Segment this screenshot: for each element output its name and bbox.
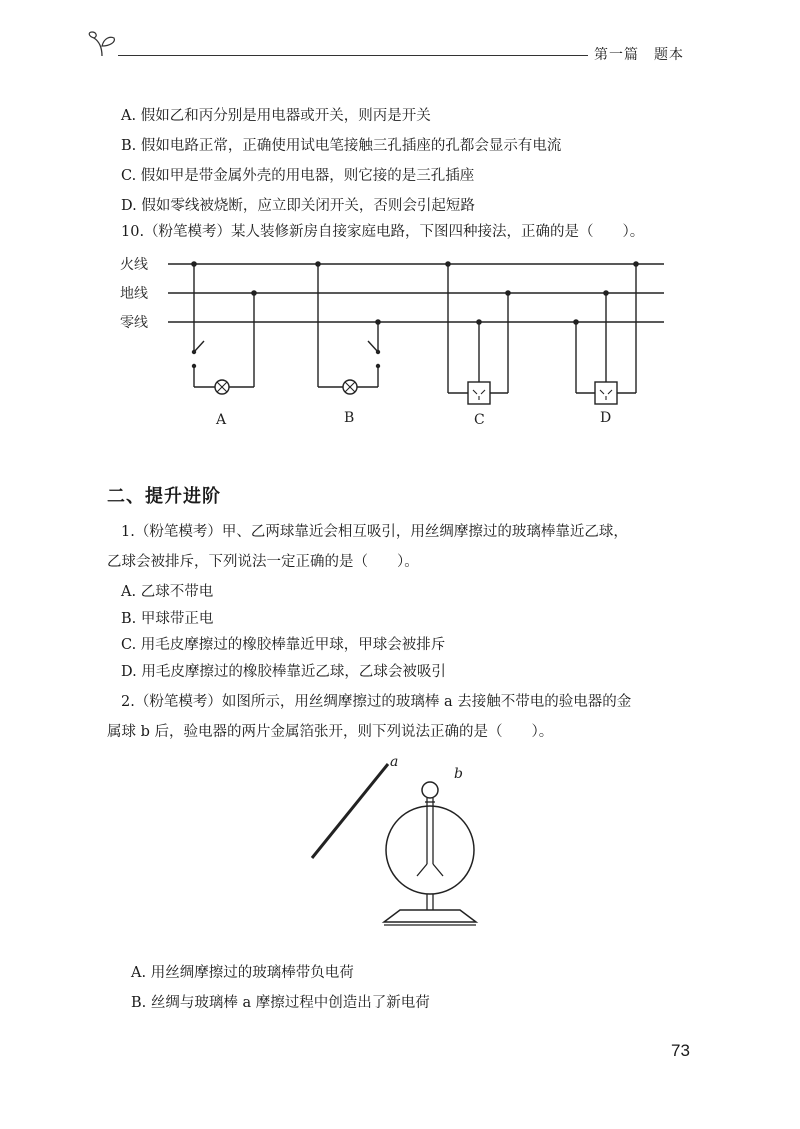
circuit-label-c: C: [474, 412, 485, 428]
question-2-option-b: B. 丝绸与玻璃棒 a 摩擦过程中创造出了新电荷: [131, 995, 430, 1011]
question-1-option-a: A. 乙球不带电: [121, 584, 214, 600]
question-1-stem-line1: 1.（粉笔模考）甲、乙两球靠近会相互吸引，用丝绸摩擦过的玻璃棒靠近乙球，: [121, 524, 628, 540]
wire-label-live: 火线: [120, 257, 148, 273]
ball-label-b: b: [454, 766, 463, 782]
prev-option-c: C. 假如甲是带金属外壳的用电器，则它接的是三孔插座: [121, 168, 475, 184]
question-10-stem: 10.（粉笔模考）某人装修新房自接家庭电路，下图四种接法，正确的是（ ）。: [121, 224, 645, 240]
rod-label-a: a: [390, 754, 399, 770]
wire-label-neutral: 零线: [120, 315, 148, 331]
electroscope-diagram: [300, 752, 500, 937]
chapter-header: 第一篇 题本: [594, 47, 684, 63]
prev-option-d: D. 假如零线被烧断，应立即关闭开关，否则会引起短路: [121, 198, 475, 214]
sprout-icon: [86, 30, 120, 58]
question-1-stem-line2: 乙球会被排斥，下列说法一定正确的是（ ）。: [107, 554, 419, 570]
circuit-label-b: B: [344, 410, 355, 426]
page-number: 73: [671, 1041, 690, 1060]
question-1-option-d: D. 用毛皮摩擦过的橡胶棒靠近乙球，乙球会被吸引: [121, 664, 446, 680]
question-2-option-a: A. 用丝绸摩擦过的玻璃棒带负电荷: [131, 965, 354, 981]
question-2-stem-line1: 2.（粉笔模考）如图所示，用丝绸摩擦过的玻璃棒 a 去接触不带电的验电器的金: [121, 694, 632, 710]
wire-label-ground: 地线: [120, 286, 148, 302]
circuit-label-d: D: [600, 410, 612, 426]
prev-option-a: A. 假如乙和丙分别是用电器或开关，则丙是开关: [121, 108, 431, 124]
circuit-label-a: A: [216, 412, 227, 428]
question-1-option-b: B. 甲球带正电: [121, 611, 214, 627]
section-title: 二、提升进阶: [107, 486, 221, 507]
question-2-stem-line2: 属球 b 后，验电器的两片金属箔张开，则下列说法正确的是（ ）。: [107, 724, 554, 740]
header-rule: [118, 55, 588, 56]
prev-option-b: B. 假如电路正常，正确使用试电笔接触三孔插座的孔都会显示有电流: [121, 138, 562, 154]
circuit-diagram: [120, 250, 680, 435]
question-1-option-c: C. 用毛皮摩擦过的橡胶棒靠近甲球，甲球会被排斥: [121, 637, 446, 653]
